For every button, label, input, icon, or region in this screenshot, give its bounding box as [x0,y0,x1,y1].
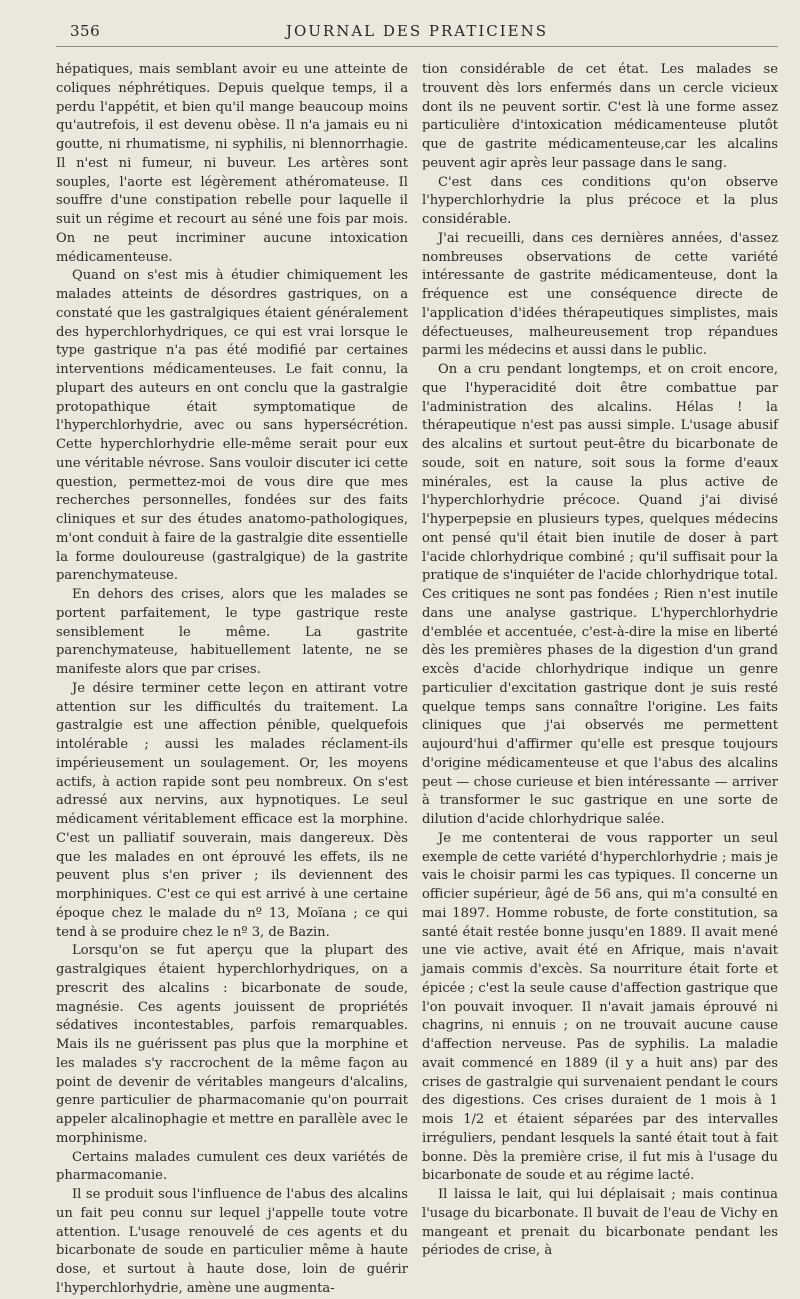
text-columns [56,61,778,1299]
paragraph: Je désire terminer cette leçon en attirant votre attention sur les difficultés du traitement. La gastralgie est une affection pénible, quelquefois intolérable ; aussi les malades réclament-ils impérieusement un soulagement. Or, les moyens actifs, à action rapide sont peu nombreux. On s'est adressé aux nervins, aux hypnotiques. Le seul médicament véritablement efficace est la morphine. C'est un palliatif souverain, mais dangereux. Dès que les malades en ont éprouvé les effets, ils ne peuvent plus s'en priver ; ils deviennent des morphiniques. C'est ce qui est arrivé à une certaine époque chez le malade du nº 13, Moïana ; ce qui tend à se produire chez le nº 3, de Bazin. [56,680,408,940]
paragraph: Il se produit sous l'influence de l'abus des alcalins un fait peu connu sur lequel j'appelle toute votre attention. L'usage renouvelé de ces agents et du bicarbonate de soude en particulier même à haute dose, et surtout à haute dose, loin de guérir l'hyperchlorhydrie, amène une augmenta- [56,1187,408,1296]
left-column [56,61,408,1299]
paragraph: Quand on s'est mis à étudier chimiquement les malades atteints de désordres gastriques, on a constaté que les gastralgiques étaient généralement des hyperchlorhydriques, ce qui est vrai lorsque le type gastrique n'a pas été modifié par certaines interventions médicamenteuses. Le fait connu, la plupart des auteurs en ont conclu que la gastralgie protopathique était symptomatique de l'hyperchlorhydrie, avec ou sans hypersécrétion. Cette hyperchlorhydrie elle-même serait pour eux une véritable névrose. Sans vouloir discuter ici cette question, permettez-moi de vous dire que mes recherches personnelles, fondées sur des faits cliniques et sur des études anatomo-pathologiques, m'ont conduit à faire de la gastralgie dite essentielle la forme douloureuse (gastralgique) de la gastrite parenchymateuse. [56,268,408,584]
paragraph: tion considérable de cet état. Les malades se trouvent dès lors enfermés dans un cercle vicieux dont ils ne peuvent sortir. C'est là une forme assez particulière d'intoxication médicamenteuse plutôt que de gastrite médicamenteuse,car les alcalins peuvent agir après leur passage dans le sang. [422,62,778,171]
paragraph: Je me contenterai de vous rapporter un seul exemple de cette variété d'hyperchlorhydrie ; mais je vais le choisir parmi les cas typiques. Il concerne un officier supérieur, âgé de 56 ans, qui m'a consulté en mai 1897. Homme robuste, de forte constitution, sa santé était restée bonne jusqu'en 1889. Il avait mené une vie active, avait été en Afrique, mais n'avait jamais commis d'excès. Sa nourriture était forte et épicée ; c'est la seule cause d'affection gastrique que l'on pouvait invoquer. Il n'avait jamais éprouvé ni chagrins, ni ennuis ; on ne trouvait aucune cause d'affection nerveuse. Pas de syphilis. La maladie avait commencé en 1889 (il y a huit ans) par des crises de gastralgie qui survenaient pendant le cours des digestions. Ces crises duraient de 1 mois à 1 mois 1/2 et étaient séparées par des intervalles irréguliers, pendant lesquels la santé était tout à fait bonne. Dès la première crise, il fut mis à l'usage du bicarbonate de soude et au régime lacté. [422,830,778,1184]
journal-title: JOURNAL DES PRATICIENS [285,22,549,40]
paragraph: hépatiques, mais semblant avoir eu une atteinte de coliques néphrétiques. Depuis quelque temps, il a perdu l'appétit, et bien qu'il mange beaucoup moins qu'autrefois, il est devenu obèse. Il n'a jamais eu ni goutte, ni rhumatisme, ni syphilis, ni blennorrhagie. Il n'est ni fumeur, ni buveur. Les artères sont souples, l'aorte est légèrement athéromateuse. Il souffre d'une constipation rebelle pour laquelle il suit un régime et recourt au séné une fois par mois. On ne peut incriminer aucune intoxication médicamenteuse. [56,62,408,265]
paragraph: C'est dans ces conditions qu'on observe l'hyperchlorhydrie la plus précoce et la plus considérable. [422,174,778,227]
paragraph: On a cru pendant longtemps, et on croit encore, que l'hyperacidité doit être combattue par l'administration des alcalins. Hélas ! la thérapeutique n'est pas aussi simple. L'usage abusif des alcalins et surtout peut-être du bicarbonate de soude, soit en nature, soit sous la forme d'eaux minérales, est la cause la plus active de l'hyperchlorhydrie précoce. Quand j'ai divisé l'hyperpepsie en plusieurs types, quelques médecins ont pensé qu'il était bien inutile de doser à part l'acide chlorhydrique combiné ; qu'il suffisait pour la pratique de s'inquiéter de l'acide chlorhydrique total. Ces critiques ne sont pas fondées ; Rien n'est inutile dans une analyse gastrique. L'hyperchlorhydrie d'emblée et accentuée, c'est-à-dire la mise en liberté dès les premières phases de la digestion d'un grand excès d'acide chlorhydrique indique un genre particulier d'excitation gastrique dont je suis resté quelque temps sans connaître l'origine. Les faits cliniques que j'ai observés me permettent aujourd'hui d'affirmer qu'elle est presque toujours d'origine médicamenteuse et que l'abus des alcalins peut — chose curieuse et bien intéressante — arriver à transformer le suc gastrique en une sorte de dilution d'acide chlorhydrique salée. [422,362,778,827]
paragraph: J'ai recueilli, dans ces dernières années, d'assez nombreuses observations de cette variété intéressante de gastrite médicamenteuse, dont la fréquence est une conséquence directe de l'application d'idées thérapeutiques simplistes, mais défectueuses, malheureusement trop répandues parmi les médecins et aussi dans le public. [422,230,778,359]
right-column [422,61,778,1299]
paragraph: Il laissa le lait, qui lui déplaisait ; mais continua l'usage du bicarbonate. Il buvait de l'eau de Vichy en mangeant et prenait du bicarbonate pendant les périodes de crise, à [422,1187,778,1259]
paragraph: Lorsqu'on se fut aperçu que la plupart des gastralgiques étaient hyperchlorhydriques, on a prescrit des alcalins : bicarbonate de soude, magnésie. Ces agents jouissent de propriétés sédatives incontestables, parfois remarquables. Mais ils ne guérissent pas plus que la morphine et les malades s'y raccrochent de la même façon au point de devenir de véritables mangeurs d'alcalins, genre particulier de pharmacomanie qu'on pourrait appeler alcalinophagie et mettre en parallèle avec le morphinisme. [56,943,408,1146]
paragraph: En dehors des crises, alors que les malades se portent parfaitement, le type gastrique reste sensiblement le même. La gastrite parenchymateuse, habituellement latente, ne se manifeste alors que par crises. [56,587,408,677]
page-number: 356 [70,22,101,40]
paragraph: Certains malades cumulent ces deux variétés de pharmacomanie. [56,1149,408,1184]
running-header [56,20,778,47]
